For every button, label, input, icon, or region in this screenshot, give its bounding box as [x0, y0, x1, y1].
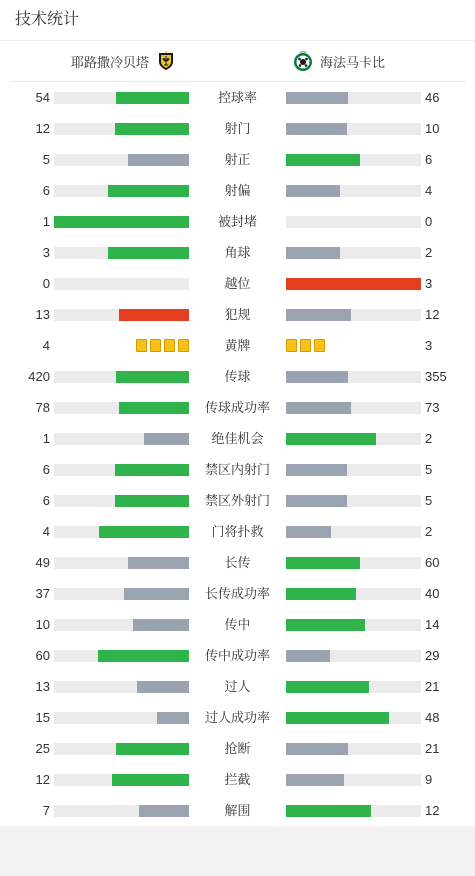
away-bar — [286, 805, 371, 817]
stat-label: 角球 — [224, 245, 251, 260]
away-bar — [286, 371, 348, 383]
beitar-jerusalem-crest-icon — [155, 50, 177, 72]
home-team-name: 耶路撒冷贝塔 — [70, 54, 149, 70]
away-value: 60 — [425, 555, 440, 570]
stat-row — [0, 268, 475, 299]
stat-label: 控球率 — [217, 90, 257, 105]
away-value: 3 — [425, 338, 433, 353]
away-bar — [286, 123, 347, 135]
away-value: 29 — [425, 648, 440, 663]
home-yellow-cards — [136, 339, 189, 352]
home-bar-track — [54, 123, 189, 135]
away-bar — [286, 526, 331, 538]
away-bar — [286, 185, 340, 197]
home-bar-track — [54, 278, 189, 290]
away-bar-track — [286, 154, 421, 166]
home-bar — [128, 154, 189, 166]
yellow-card-icon — [314, 339, 325, 352]
away-bar-track — [286, 371, 421, 383]
away-bar — [286, 774, 344, 786]
home-bar — [116, 743, 189, 755]
home-bar — [139, 805, 189, 817]
home-bar — [108, 185, 189, 197]
home-bar — [54, 216, 189, 228]
away-value: 3 — [425, 276, 433, 291]
away-value: 14 — [425, 617, 440, 632]
away-bar-track — [286, 743, 421, 755]
home-value: 15 — [35, 710, 50, 725]
stat-label: 禁区内射门 — [204, 462, 270, 477]
yellow-card-icon — [286, 339, 297, 352]
away-bar-track — [286, 495, 421, 507]
home-bar-track — [54, 619, 189, 631]
stat-label: 射偏 — [224, 183, 251, 198]
stats-list — [0, 82, 475, 826]
stat-row — [0, 175, 475, 206]
home-value: 12 — [35, 772, 50, 787]
home-value: 49 — [35, 555, 50, 570]
yellow-card-icon — [178, 339, 189, 352]
away-bar-track — [286, 278, 421, 290]
stat-label: 传球成功率 — [204, 400, 270, 415]
away-value: 5 — [425, 462, 433, 477]
away-bar-track — [286, 309, 421, 321]
home-bar-track — [54, 247, 189, 259]
home-value: 420 — [28, 369, 50, 384]
home-bar-track — [54, 650, 189, 662]
home-bar — [137, 681, 189, 693]
home-value: 4 — [42, 524, 50, 539]
home-team[interactable] — [71, 41, 177, 81]
home-bar-track — [54, 402, 189, 414]
away-bar — [286, 650, 330, 662]
away-bar-track — [286, 526, 421, 538]
stat-label: 抢断 — [224, 741, 251, 756]
stat-row — [0, 330, 475, 361]
home-value: 0 — [42, 276, 50, 291]
home-value: 13 — [35, 307, 50, 322]
stat-label: 越位 — [224, 276, 251, 291]
home-value: 4 — [42, 338, 50, 353]
away-bar-track — [286, 588, 421, 600]
away-value: 48 — [425, 710, 440, 725]
home-bar — [128, 557, 189, 569]
away-bar — [286, 681, 369, 693]
stat-label: 过人成功率 — [204, 710, 270, 725]
stat-label: 传中成功率 — [204, 648, 270, 663]
yellow-card-icon — [300, 339, 311, 352]
home-value: 3 — [42, 245, 50, 260]
away-value: 12 — [425, 307, 440, 322]
away-bar — [286, 557, 360, 569]
stat-row — [0, 671, 475, 702]
away-bar-track — [286, 619, 421, 631]
home-value: 6 — [42, 493, 50, 508]
home-value: 5 — [42, 152, 50, 167]
stat-label: 射正 — [224, 152, 251, 167]
away-team[interactable] — [292, 41, 385, 81]
home-bar — [98, 650, 189, 662]
stat-row — [0, 454, 475, 485]
stat-row — [0, 423, 475, 454]
home-bar-track — [54, 309, 189, 321]
home-bar-track — [54, 805, 189, 817]
away-value: 21 — [425, 679, 440, 694]
home-bar-track — [54, 92, 189, 104]
stat-label: 传球 — [224, 369, 251, 384]
stat-row — [0, 485, 475, 516]
home-value: 1 — [42, 214, 50, 229]
home-bar — [99, 526, 189, 538]
away-bar-track — [286, 681, 421, 693]
home-value: 54 — [35, 90, 50, 105]
stat-row — [0, 547, 475, 578]
home-bar — [119, 309, 189, 321]
home-value: 13 — [35, 679, 50, 694]
home-value: 6 — [42, 183, 50, 198]
home-bar — [115, 464, 189, 476]
away-bar-track — [286, 402, 421, 414]
stat-row — [0, 702, 475, 733]
away-bar — [286, 433, 376, 445]
away-bar — [286, 402, 351, 414]
home-bar — [116, 371, 189, 383]
stat-label: 犯规 — [224, 307, 251, 322]
away-bar — [286, 495, 347, 507]
home-bar — [133, 619, 189, 631]
away-bar — [286, 712, 389, 724]
home-bar — [119, 402, 189, 414]
away-value: 4 — [425, 183, 433, 198]
stat-row — [0, 609, 475, 640]
home-bar-track — [54, 557, 189, 569]
away-value: 9 — [425, 772, 433, 787]
home-bar-track — [54, 588, 189, 600]
away-bar-track — [286, 433, 421, 445]
home-bar — [116, 92, 189, 104]
home-bar-track — [54, 154, 189, 166]
away-yellow-cards — [286, 339, 325, 352]
home-bar — [108, 247, 189, 259]
home-bar-track — [54, 495, 189, 507]
away-bar-track — [286, 774, 421, 786]
away-value: 12 — [425, 803, 440, 818]
away-value: 46 — [425, 90, 440, 105]
maccabi-haifa-crest-icon — [292, 50, 314, 72]
away-bar — [286, 154, 360, 166]
away-value: 40 — [425, 586, 440, 601]
away-value: 2 — [425, 245, 433, 260]
stat-row — [0, 299, 475, 330]
home-value: 78 — [35, 400, 50, 415]
stat-row — [0, 82, 475, 113]
stat-row — [0, 795, 475, 826]
home-bar-track — [54, 681, 189, 693]
away-team-name: 海法马卡比 — [320, 54, 386, 70]
away-bar — [286, 278, 421, 290]
home-bar-track — [54, 464, 189, 476]
away-value: 2 — [425, 431, 433, 446]
section-title: 技术统计 — [0, 0, 475, 41]
stat-row — [0, 361, 475, 392]
away-value: 2 — [425, 524, 433, 539]
home-value: 6 — [42, 462, 50, 477]
home-bar-track — [54, 743, 189, 755]
away-value: 73 — [425, 400, 440, 415]
stat-label: 射门 — [224, 121, 251, 136]
away-bar-track — [286, 464, 421, 476]
stat-label: 传中 — [224, 617, 251, 632]
away-bar-track — [286, 805, 421, 817]
home-bar — [144, 433, 189, 445]
home-value: 12 — [35, 121, 50, 136]
home-bar-track — [54, 774, 189, 786]
stat-row — [0, 578, 475, 609]
stat-label: 黄牌 — [224, 338, 251, 353]
away-bar — [286, 743, 348, 755]
teams-header — [10, 41, 465, 82]
away-value: 355 — [425, 369, 447, 384]
away-value: 21 — [425, 741, 440, 756]
home-value: 60 — [35, 648, 50, 663]
stat-row — [0, 640, 475, 671]
home-bar — [124, 588, 189, 600]
home-bar-track — [54, 433, 189, 445]
stat-label: 绝佳机会 — [211, 431, 264, 446]
stat-label: 禁区外射门 — [204, 493, 270, 508]
away-bar — [286, 92, 348, 104]
home-value: 10 — [35, 617, 50, 632]
stat-label: 过人 — [224, 679, 251, 694]
home-bar — [115, 123, 189, 135]
away-bar-track — [286, 712, 421, 724]
stat-label: 解围 — [224, 803, 251, 818]
home-bar — [112, 774, 189, 786]
home-value: 1 — [42, 431, 50, 446]
away-bar-track — [286, 92, 421, 104]
home-bar-track — [54, 526, 189, 538]
home-bar-track — [54, 185, 189, 197]
stat-label: 长传 — [224, 555, 251, 570]
stat-row — [0, 764, 475, 795]
home-bar — [157, 712, 189, 724]
home-bar — [115, 495, 189, 507]
away-bar-track — [286, 123, 421, 135]
stat-label: 长传成功率 — [204, 586, 270, 601]
stat-row — [0, 392, 475, 423]
away-bar-track — [286, 557, 421, 569]
away-bar-track — [286, 247, 421, 259]
away-value: 10 — [425, 121, 440, 136]
stat-label: 拦截 — [224, 772, 251, 787]
away-bar — [286, 588, 356, 600]
away-value: 0 — [425, 214, 433, 229]
yellow-card-icon — [150, 339, 161, 352]
away-bar-track — [286, 216, 421, 228]
stat-row — [0, 516, 475, 547]
away-value: 5 — [425, 493, 433, 508]
stat-row — [0, 733, 475, 764]
away-bar — [286, 309, 351, 321]
stat-label: 被封堵 — [217, 214, 257, 229]
away-bar — [286, 464, 347, 476]
home-value: 37 — [35, 586, 50, 601]
stat-row — [0, 113, 475, 144]
away-value: 6 — [425, 152, 433, 167]
stat-row — [0, 206, 475, 237]
home-bar-track — [54, 371, 189, 383]
away-bar — [286, 247, 340, 259]
home-value: 25 — [35, 741, 50, 756]
yellow-card-icon — [164, 339, 175, 352]
stat-label: 门将扑救 — [211, 524, 264, 539]
home-value: 7 — [42, 803, 50, 818]
yellow-card-icon — [136, 339, 147, 352]
home-bar-track — [54, 216, 189, 228]
home-bar-track — [54, 712, 189, 724]
away-bar-track — [286, 650, 421, 662]
stat-row — [0, 144, 475, 175]
stat-row — [0, 237, 475, 268]
away-bar-track — [286, 185, 421, 197]
away-bar — [286, 619, 365, 631]
